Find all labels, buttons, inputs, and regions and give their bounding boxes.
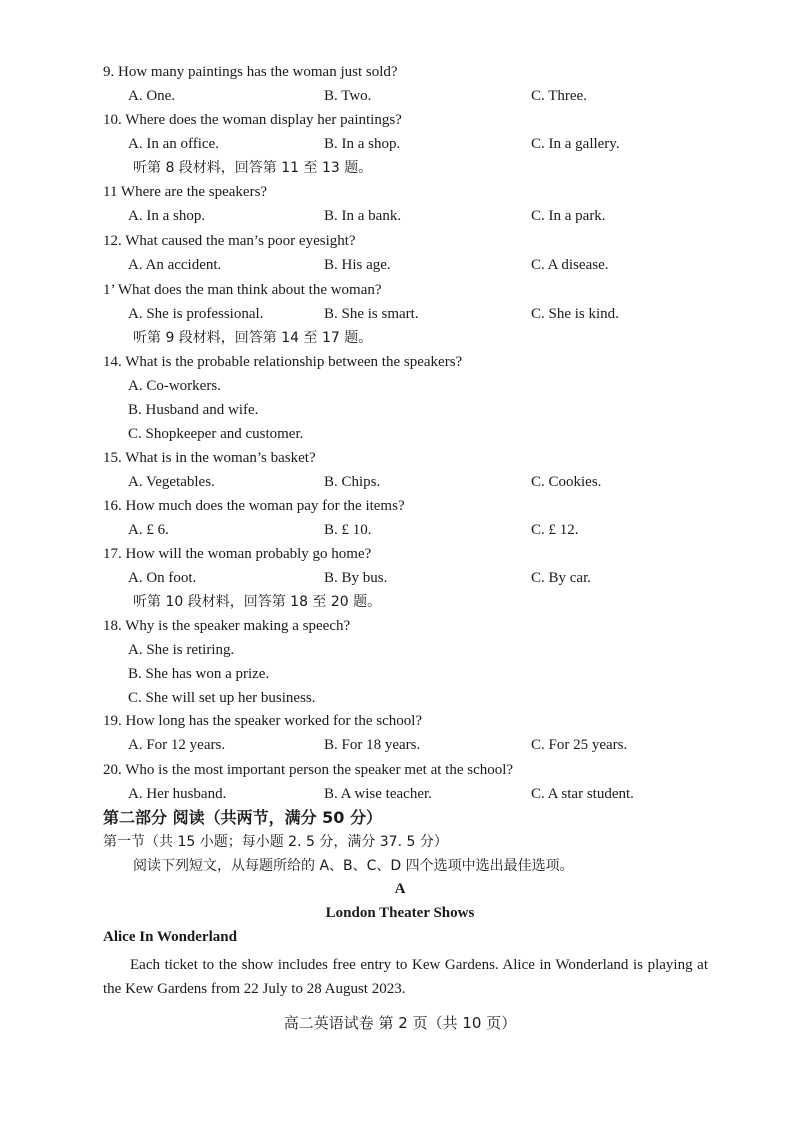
question-20-stem: 20. Who is the most important person the speaker met at the school?: [103, 762, 514, 778]
option-b: B. In a shop.: [324, 136, 401, 152]
question-16-stem: 16. How much does the woman pay for the items?: [103, 498, 405, 514]
option-c: C. Cookies.: [531, 474, 602, 490]
option-b: B. In a bank.: [324, 208, 402, 224]
option-a: A. £ 6.: [128, 522, 169, 538]
option-a: A. She is professional.: [128, 306, 264, 322]
question-11-stem: 11 Where are the speakers?: [103, 184, 268, 200]
option-b: B. Chips.: [324, 474, 381, 490]
option-c: C. A disease.: [531, 257, 609, 273]
option-b: B. For 18 years.: [324, 737, 421, 753]
question-19-stem: 19. How long has the speaker worked for the school?: [103, 713, 423, 729]
option-a: A. An accident.: [128, 257, 222, 273]
question-13-stem: 1’ What does the man think about the woman?: [103, 282, 382, 298]
option-b: B. Husband and wife.: [128, 402, 259, 418]
question-15-stem: 15. What is in the woman’s basket?: [103, 450, 316, 466]
question-10-options: [128, 134, 768, 154]
show-name: Alice In Wonderland: [103, 929, 237, 945]
reading-directions: 阅读下列短文，从每题所给的 A、B、C、D 四个选项中选出最佳选项。: [133, 858, 574, 874]
question-9-options: [128, 86, 768, 106]
option-a: A. For 12 years.: [128, 737, 226, 753]
listening-instruction-seg8: 听第 8 段材料，回答第 11 至 13 题。: [133, 160, 373, 176]
option-b: B. She has won a prize.: [128, 666, 270, 682]
option-b: B. A wise teacher.: [324, 786, 432, 802]
listening-instruction-seg10: 听第 10 段材料，回答第 18 至 20 题。: [133, 594, 382, 610]
option-c: C. In a gallery.: [531, 136, 620, 152]
question-15-options: [128, 472, 768, 492]
option-c: C. Shopkeeper and customer.: [128, 426, 304, 442]
question-17-stem: 17. How will the woman probably go home?: [103, 546, 372, 562]
option-c: C. In a park.: [531, 208, 606, 224]
question-11-options: [128, 206, 768, 226]
part-two-title: 第二部分 阅读（共两节，满分 50 分）: [103, 808, 382, 827]
option-a: A. On foot.: [128, 570, 197, 586]
question-12-stem: 12. What caused the man’s poor eyesight?: [103, 233, 356, 249]
option-a: A. Her husband.: [128, 786, 227, 802]
question-17-options: [128, 568, 768, 588]
question-16-options: [128, 520, 768, 540]
option-b: B. By bus.: [324, 570, 388, 586]
option-c: C. She is kind.: [531, 306, 619, 322]
question-10-stem: 10. Where does the woman display her paintings?: [103, 112, 402, 128]
question-13-options: [128, 304, 768, 324]
question-20-options: [128, 784, 768, 804]
option-c: C. She will set up her business.: [128, 690, 316, 706]
question-12-options: [128, 255, 768, 275]
section-one-heading: 第一节（共 15 小题；每小题 2. 5 分，满分 37. 5 分）: [103, 834, 448, 850]
option-c: C. For 25 years.: [531, 737, 628, 753]
option-c: C. £ 12.: [531, 522, 579, 538]
option-a: A. Vegetables.: [128, 474, 215, 490]
passage-letter: A: [394, 881, 406, 897]
passage-paragraph: Each ticket to the show includes free entry to Kew Gardens. Alice in Wonderland is playing at the Kew Gardens from 22 July to 28 August 2023.: [103, 957, 708, 997]
option-b: B. She is smart.: [324, 306, 419, 322]
option-b: B. Two.: [324, 88, 372, 104]
option-a: A. Co-workers.: [128, 378, 221, 394]
option-a: A. In an office.: [128, 136, 219, 152]
listening-instruction-seg9: 听第 9 段材料，回答第 14 至 17 题。: [133, 330, 373, 346]
page-footer: 高二英语试卷 第 2 页（共 10 页）: [283, 1014, 517, 1032]
option-a: A. She is retiring.: [128, 642, 235, 658]
option-a: A. In a shop.: [128, 208, 206, 224]
option-a: A. One.: [128, 88, 176, 104]
option-c: C. A star student.: [531, 786, 634, 802]
question-14-stem: 14. What is the probable relationship between the speakers?: [103, 354, 463, 370]
question-18-stem: 18. Why is the speaker making a speech?: [103, 618, 351, 634]
option-c: C. By car.: [531, 570, 591, 586]
option-c: C. Three.: [531, 88, 587, 104]
question-9-stem: 9. How many paintings has the woman just sold?: [103, 64, 398, 80]
option-b: B. £ 10.: [324, 522, 372, 538]
option-b: B. His age.: [324, 257, 391, 273]
article-title: London Theater Shows: [325, 905, 475, 921]
question-19-options: [128, 735, 768, 755]
